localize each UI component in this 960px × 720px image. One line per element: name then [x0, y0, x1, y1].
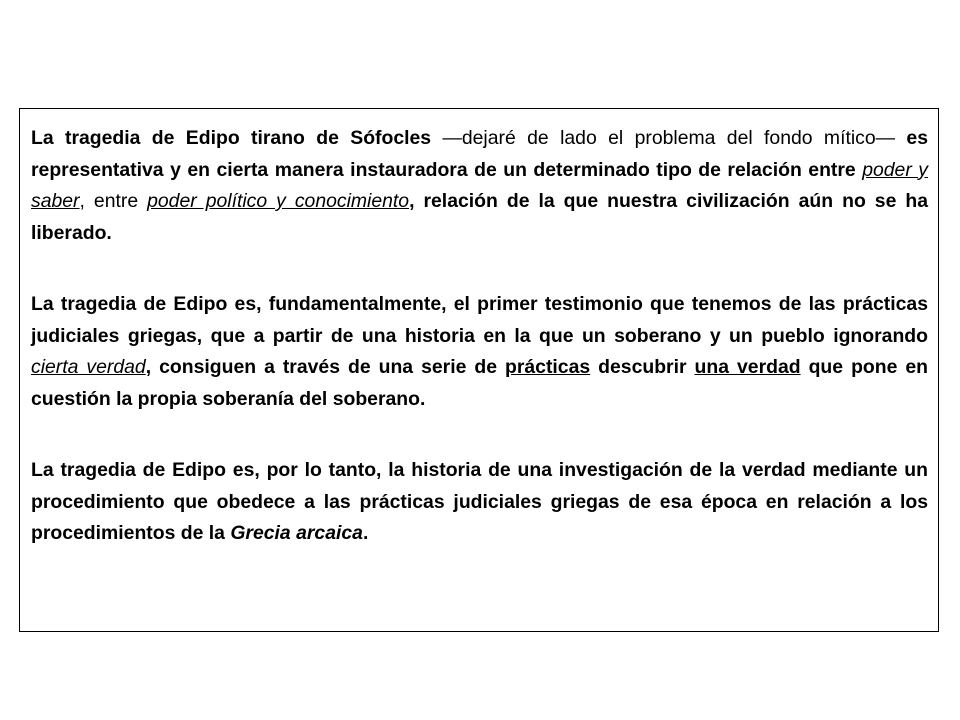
p1-segment: La tragedia de Edipo tirano de Sófocles	[31, 127, 443, 149]
p1-emphasis: poder y saber	[31, 158, 928, 212]
p3-segment: .	[362, 522, 369, 544]
p2-emphasis: una verdad	[694, 356, 801, 378]
p2-segment: , consiguen a través de una serie de	[145, 356, 505, 378]
p3-emphasis: Grecia arcaica	[230, 522, 363, 544]
paragraph-3	[31, 455, 928, 550]
p2-segment: descubrir	[590, 356, 695, 378]
p1-segment: —dejaré de lado el problema del fondo mítico—	[442, 127, 907, 149]
p3-segment: La tragedia de Edipo es, por lo tanto, la historia de una investigación de la verdad mediante un procedimiento que obedece a las prácticas judiciales griegas de esa época en relación a los procedimientos de la	[31, 459, 928, 544]
paragraph-1	[31, 123, 928, 249]
text-frame	[19, 108, 939, 632]
p2-emphasis: prácticas	[505, 356, 591, 378]
p1-segment: , relación de la que nuestra civilización aún no se ha liberado.	[31, 190, 928, 244]
p2-segment: La tragedia de Edipo es, fundamentalmente, el primer testimonio que tenemos de las prácticas judiciales griegas, que a partir de una historia en la que un soberano y un pueblo ignorando	[31, 293, 928, 347]
p2-segment: que pone en cuestión la propia soberanía del soberano.	[31, 356, 929, 410]
p1-segment: es representativa y en cierta manera instauradora de un determinado tipo de relación entre	[31, 127, 928, 181]
p1-segment: , entre	[79, 190, 148, 212]
p1-emphasis: poder político y conocimiento	[147, 190, 410, 212]
p2-emphasis: cierta verdad	[31, 356, 146, 378]
paragraph-2	[31, 289, 928, 415]
